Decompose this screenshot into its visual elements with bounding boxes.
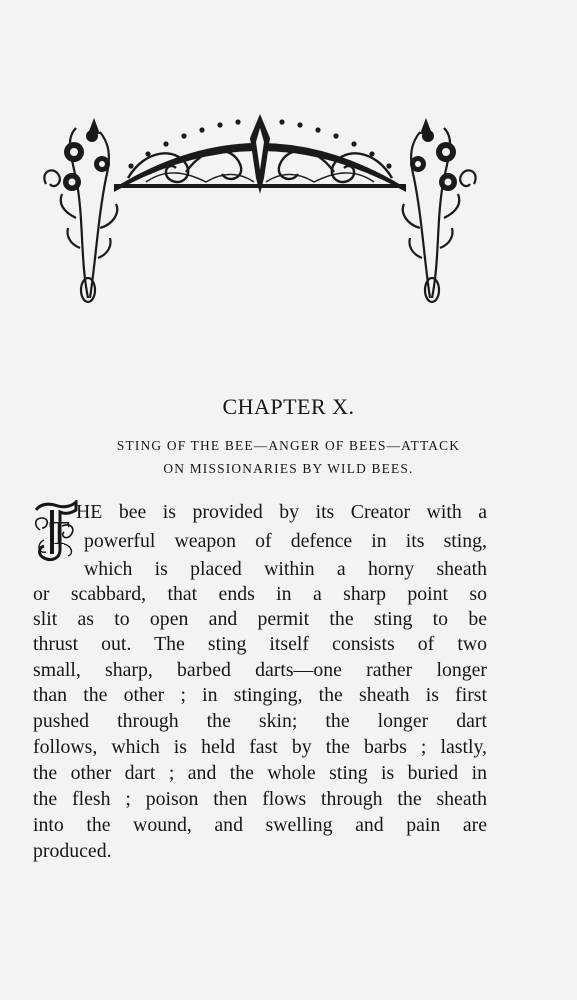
- paragraph-line-6: thrust out. The sting itself consists of two: [33, 633, 487, 655]
- chapter-subtitle-line-2: ON MISSIONARIES BY WILD BEES.: [163, 461, 414, 476]
- paragraph-line-9: pushed through the skin; the longer dart: [33, 710, 487, 732]
- paragraph-line-14: produced.: [33, 840, 112, 862]
- paragraph-line-2: powerful weapon of defence in its sting,: [84, 530, 487, 552]
- drop-cap-letter: T: [49, 515, 70, 552]
- paragraph-line-4: or scabbard, that ends in a sharp point so: [33, 583, 487, 605]
- first-word-rest: HE: [76, 501, 103, 523]
- paragraph-line-5: slit as to open and permit the sting to be: [33, 608, 487, 630]
- paragraph-line-7: small, sharp, barbed darts—one rather longer: [33, 659, 487, 681]
- paragraph-line-11: the other dart ; and the whole sting is buried in: [33, 762, 487, 784]
- paragraph-line-1-text: bee is provided by its Creator with a: [102, 501, 487, 523]
- paragraph-line-13: into the wound, and swelling and pain are: [33, 814, 487, 836]
- paragraph-line-12: the flesh ; poison then flows through the sheath: [33, 788, 487, 810]
- chapter-subtitle-line-1: STING OF THE BEE—ANGER OF BEES—ATTACK: [116, 438, 461, 453]
- paragraph-line-10: follows, which is held fast by the barbs ; lastly,: [33, 736, 487, 758]
- paragraph-line-8: than the other ; in stinging, the sheath is first: [33, 684, 487, 706]
- paragraph-line-1: [76, 499, 487, 525]
- decorated-drop-cap: [32, 500, 78, 564]
- floral-headpiece-ornament: [36, 108, 484, 308]
- chapter-title: CHAPTER X.: [222, 394, 355, 419]
- paragraph-line-3: which is placed within a horny sheath: [84, 558, 487, 580]
